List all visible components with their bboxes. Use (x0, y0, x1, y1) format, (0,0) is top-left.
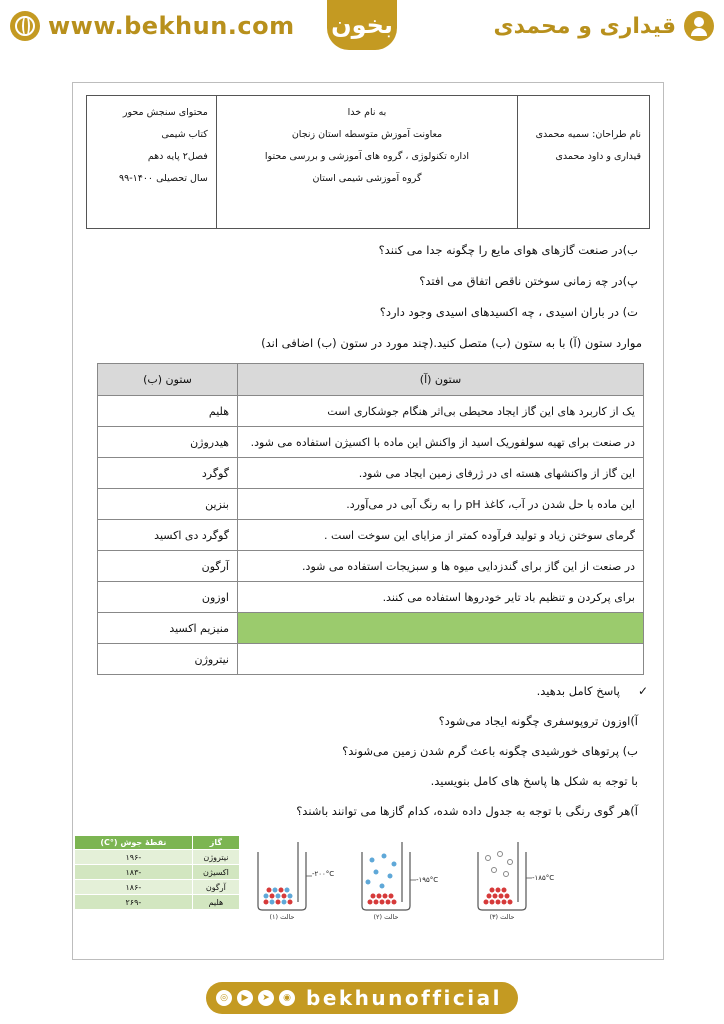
column-a-cell-empty (238, 613, 644, 644)
gas-bp: -۱۸۶ (75, 880, 193, 895)
gas-name: آرگون (192, 880, 239, 895)
question-p: پ)در چه زمانی سوختن ناقص اتفاق می افتد؟ (419, 274, 638, 288)
header-right-line: کتاب شیمی (161, 129, 208, 140)
beaker-3 (478, 842, 554, 920)
table-row (98, 489, 644, 520)
column-b-cell: گوگرد (98, 458, 238, 489)
youtube-icon[interactable]: ▶ (237, 990, 253, 1006)
column-b-cell: آرگون (98, 551, 238, 582)
header-center-line: معاونت آموزش متوسطه استان زنجان (291, 129, 443, 140)
column-b-cell: نیتروژن (98, 644, 238, 675)
website-link[interactable] (10, 8, 295, 44)
matching-table (97, 363, 644, 675)
table-row (98, 458, 644, 489)
gas-name: نیتروژن (192, 850, 239, 865)
column-a-cell: در صنعت از این گاز برای گندزدایی میوه ها و سبزیجات استفاده می شود. (238, 551, 644, 582)
column-b-header: ستون (ب) (98, 364, 238, 396)
column-b-cell: منیزیم اکسید (98, 613, 238, 644)
gas-bp: -۲۶۹ (75, 895, 193, 910)
instagram-icon[interactable]: ◉ (279, 990, 295, 1006)
beaker-2-label: حالت (۲) (373, 913, 399, 920)
table-row (98, 520, 644, 551)
beaker-1-label: حالت (۱) (269, 913, 295, 920)
aparat-icon[interactable]: ◎ (216, 990, 232, 1006)
column-b-cell: اوزون (98, 582, 238, 613)
column-a-cell: این گاز از واکنشهای هسته ای در ژرفای زمین ایجاد می شود. (238, 458, 644, 489)
column-a-header: ستون (آ) (238, 364, 644, 396)
beaker-3-label: حالت (۳) (489, 913, 515, 920)
table-row (75, 895, 240, 910)
gas-name: هلیم (192, 895, 239, 910)
top-bar (0, 0, 724, 52)
gas-name: اکسیژن (192, 865, 239, 880)
social-handle[interactable]: bekhunofficial (306, 986, 502, 1010)
logo-badge (327, 0, 397, 50)
table-row (98, 613, 644, 644)
gas-header: گاز (192, 836, 239, 850)
header-center-line: اداره تکنولوژی ، گروه های آموزشی و بررسی محتوا (264, 151, 470, 162)
column-b-cell: هیدروژن (98, 427, 238, 458)
beaker-2 (362, 842, 438, 920)
website-text[interactable]: www.bekhun.com (48, 12, 295, 40)
header-right-line: سال تحصیلی ۱۴۰۰-۹۹ (118, 173, 208, 184)
check-icon: ✓ (638, 684, 649, 698)
column-b-cell: بنزین (98, 489, 238, 520)
beakers-illustration (250, 840, 570, 920)
column-a-cell: در صنعت برای تهیه سولفوریک اسید از واکنش این ماده با اکسیژن استفاده می شود. (238, 427, 644, 458)
matching-header-row (98, 364, 644, 396)
telegram-icon[interactable]: ➤ (258, 990, 274, 1006)
boiling-point-header: نقطهٔ جوش (°C) (75, 836, 193, 850)
beaker-1-temp: -۲۰۰°C (312, 870, 335, 878)
header-left-cell (518, 96, 650, 229)
logo-text: بخون (331, 11, 393, 39)
question-t: ت) در باران اسیدی ، چه اکسیدهای اسیدی وجود دارد؟ (379, 305, 638, 319)
logo[interactable] (326, 0, 398, 52)
header-right-cell (87, 96, 217, 229)
user-icon (684, 11, 714, 41)
header-table (86, 95, 650, 229)
column-b-cell: گوگرد دی اکسید (98, 520, 238, 551)
column-a-cell: گرمای سوختن زیاد و تولید فرآوده کمتر از مزایای این سوخت است . (238, 520, 644, 551)
header-right-line: فصل۲ پایه دهم (147, 151, 208, 162)
question-colored-balls: آ)هر گوی رنگی با توجه به جدول داده شده، کدام گازها می توانند باشند؟ (296, 804, 638, 818)
beaker-1 (258, 842, 334, 920)
question-b: ب)در صنعت گازهای هوای مایع را چگونه جدا می کنند؟ (378, 243, 638, 257)
brand (493, 8, 714, 44)
gas-bp: -۱۸۳ (75, 865, 193, 880)
table-row (98, 582, 644, 613)
column-a-cell-empty (238, 644, 644, 675)
figures-instruction: با توجه به شکل ها پاسخ های کامل بنویسید. (430, 774, 638, 788)
beaker-2-temp: -۱۹۵°C (416, 876, 439, 884)
column-a-cell: برای پرکردن و تنظیم باد تایر خودروها استفاده می کنند. (238, 582, 644, 613)
column-a-cell: یک از کاربرد های این گاز ایجاد محیطی بی‌اثر هنگام جوشکاری است (238, 396, 644, 427)
full-answer-instruction: پاسخ کامل بدهید. (536, 684, 620, 698)
globe-icon (10, 11, 40, 41)
table-row (75, 880, 240, 895)
header-center-cell (216, 96, 517, 229)
question-sunlight: ب) پرتوهای خورشیدی چگونه باعث گرم شدن زمین می‌شوند؟ (342, 744, 638, 758)
table-row (98, 644, 644, 675)
matching-instruction: موارد ستون (آ) با به ستون (ب) متصل کنید.(چند مورد در ستون (ب) اضافی اند) (261, 336, 642, 350)
brand-text: قیداری و محمدی (493, 13, 676, 39)
column-b-cell: هلیم (98, 396, 238, 427)
column-a-cell: این ماده با حل شدن در آب، کاغذ pH را به رنگ آبی در می‌آورد. (238, 489, 644, 520)
gas-boiling-table (74, 835, 240, 910)
gas-table-header (75, 836, 240, 850)
gas-bp: -۱۹۶ (75, 850, 193, 865)
header-center-line: گروه آموزشی شیمی استان (312, 173, 422, 184)
table-row (75, 850, 240, 865)
header-left-line: نام طراحان: سمیه محمدی (535, 129, 641, 140)
table-row (98, 551, 644, 582)
social-footer[interactable] (206, 982, 518, 1014)
table-row (98, 427, 644, 458)
header-right-line: محتوای سنجش محور (122, 107, 208, 118)
table-row (98, 396, 644, 427)
header-center-line: به نام خدا (347, 107, 387, 118)
question-ozone: آ)اوزون تروپوسفری چگونه ایجاد می‌شود؟ (438, 714, 638, 728)
beaker-3-temp: -۱۸۵°C (532, 874, 555, 882)
table-row (75, 865, 240, 880)
header-left-line: قیداری و داود محمدی (555, 151, 641, 162)
